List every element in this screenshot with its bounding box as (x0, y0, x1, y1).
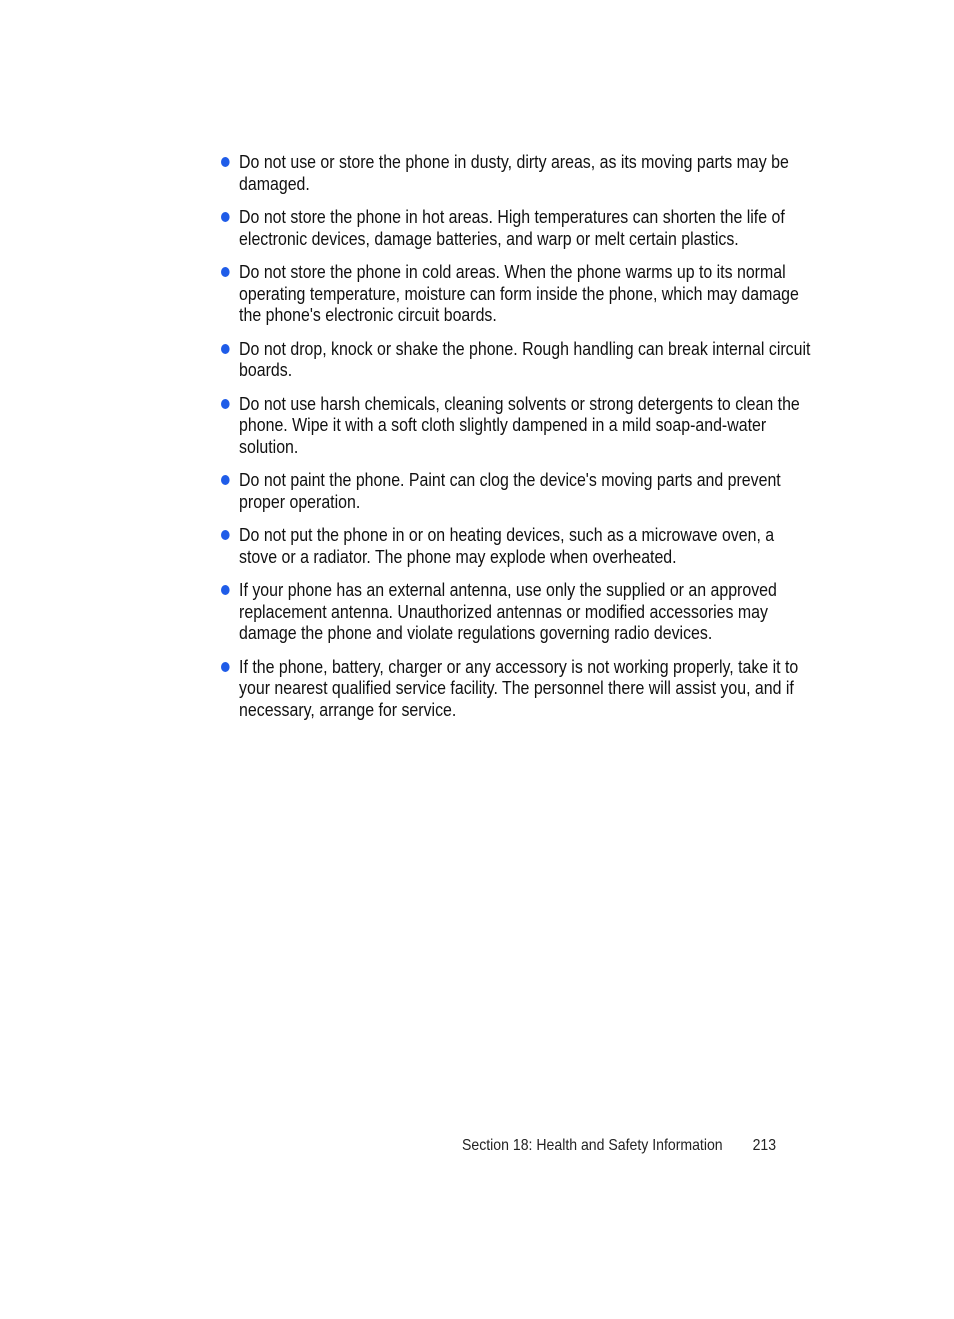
list-item (221, 656, 815, 721)
list-item (221, 338, 815, 381)
list-item-text: If the phone, battery, charger or any accessory is not working properly, take it to your nearest qualified service facility. The personnel there will assist you, and if necessary, arrange for service. (239, 655, 799, 720)
list-item-text: Do not store the phone in cold areas. When the phone warms up to its normal operating temperature, moisture can form inside the phone, which may damage the phone's electronic circuit boards. (239, 261, 799, 325)
list-item-text: Do not put the phone in or on heating devices, such as a microwave oven, a stove or a radiator. The phone may explode when overheated. (239, 524, 775, 567)
bullet-icon (221, 585, 230, 595)
bullet-icon (221, 212, 230, 222)
list-item (221, 151, 815, 194)
bullet-icon (221, 344, 230, 354)
footer-section-title: Section 18: Health and Safety Information (462, 1137, 723, 1154)
bullet-icon (221, 475, 230, 485)
bullet-icon (221, 399, 230, 409)
list-item (221, 206, 815, 249)
list-item (221, 261, 815, 326)
bullet-icon (221, 530, 230, 540)
list-item-text: Do not use or store the phone in dusty, dirty areas, as its moving parts may be damaged. (239, 151, 789, 194)
list-item-text: If your phone has an external antenna, use only the supplied or an approved replacement antenna. Unauthorized antennas or modified accessories may damage the phone and violate regulations governing radio devices. (239, 579, 777, 643)
bullet-icon (221, 267, 230, 277)
list-item-text: Do not use harsh chemicals, cleaning solvents or strong detergents to clean the phone. Wipe it with a soft cloth slightly dampened in a mild soap-and-water solution. (239, 392, 800, 457)
list-item (221, 524, 815, 567)
list-item-text: Do not store the phone in hot areas. High temperatures can shorten the life of electronic devices, damage batteries, and warp or melt certain plastics. (239, 206, 785, 249)
page-number: 213 (752, 1137, 777, 1154)
list-item-text: Do not drop, knock or shake the phone. Rough handling can break internal circuit boards. (239, 337, 811, 380)
list-item-text: Do not paint the phone. Paint can clog the device's moving parts and prevent proper operation. (239, 469, 781, 512)
list-item (221, 469, 815, 512)
bullet-icon (221, 662, 230, 672)
bullet-list (221, 151, 811, 732)
bullet-icon (221, 157, 230, 167)
list-item (221, 579, 815, 644)
list-item (221, 393, 815, 458)
page-footer (462, 1137, 777, 1155)
